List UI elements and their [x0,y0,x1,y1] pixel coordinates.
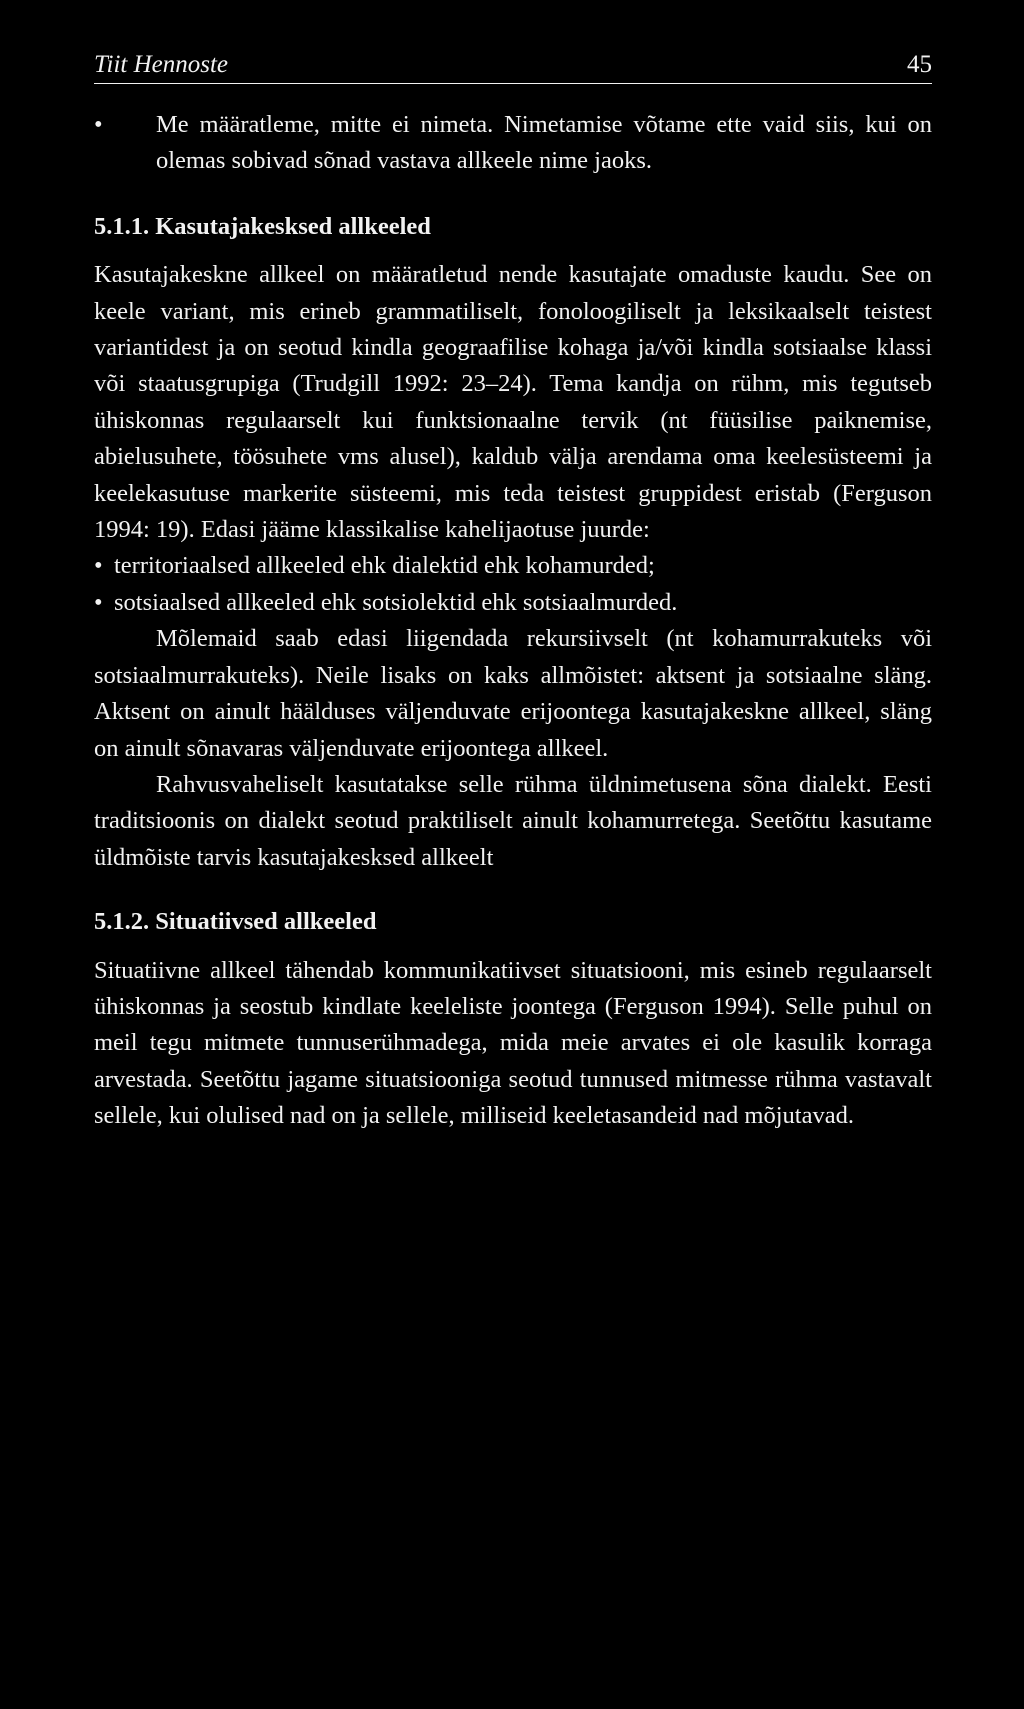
running-head [94,48,932,84]
intro-bullet-text: Me määratleme, mitte ei nimeta. Nimetamise võtame ette vaid siis, kui on olemas sobivad sõnad vastava allkeele nime jaoks. [156,111,932,175]
section-1-paragraph-2: Mõlemaid saab edasi liigendada rekursiivselt (nt kohamurrakuteks või sotsiaalmurrakuteks). Neile lisaks on kaks allmõistet: aktsent ja sotsiaalne släng. Aktsent on ainult häälduses väljenduvate erijoontega kasutajakeskne allkeel, släng on ainult sõnavaras väljenduvate erijoontega allkeel. [94,625,932,762]
section-1-bullet-2 [94,585,932,621]
page-body [94,107,932,1135]
bullet-marker: • [94,552,103,580]
section-2-paragraph-1: Situatiivne allkeel tähendab kommunikatiivset situatsiooni, mis esineb regulaarselt ühiskonnas ja seostub kindlate keeleliste joontega (Ferguson 1994). Selle puhul on meil tegu mitmete tunnuserühmadega, mida meie arvates ei ole kasulik korraga arvestada. Seetõttu jagame situatsiooniga seotud tunnused mitmesse rühma vastavalt sellele, kui olulised nad on ja sellele, milliseid keeletasandeid nad mõjutavad. [94,956,932,1130]
section-heading-5-1-1: 5.1.1. Kasutajakesksed allkeeled [94,212,431,240]
bullet-marker: • [94,588,103,616]
bullet-marker: • [94,111,103,138]
section-1-bullet-1-text: territoriaalsed allkeeled ehk dialektid ehk kohamurded; [114,552,655,580]
section-1-paragraph-3: Rahvusvaheliselt kasutatakse selle rühma üldnimetusena sõna dialekt. Eesti traditsioonis on dialekt seotud praktiliselt ainult kohamurretega. Seetõttu kasutame üldmõiste tarvis kasutajakesksed allkeelt [94,770,932,871]
section-1-bullet-2-text: sotsiaalsed allkeeled ehk sotsiolektid ehk sotsiaalmurded. [114,588,678,616]
section-1-paragraph-1: Kasutajakeskne allkeel on määratletud nende kasutajate omaduste kaudu. See on keele variant, mis erineb grammatiliselt, fonoloogiliselt ja leksikaalselt teistest variantidest ja on seotud kindla geograafilise kohaga ja/või kindla sotsiaalse klassi või staatusgrupiga (Trudgill 1992: 23–24). Tema kandja on rühm, mis tegutseb ühiskonnas regulaarselt kui funktsionaalne tervik (nt füüsilise paiknemise, abielusuhete, töösuhete vms alusel), kaldub välja arendama oma keelesüsteemi ja keelekasutuse markerite süsteemi, mis teda teistest gruppidest eristab (Ferguson 1994: 19). Edasi jääme klassikalise kahelijaotuse juurde: [94,261,932,544]
section-1-bullet-1 [94,548,932,584]
intro-bullet-item [94,107,932,180]
running-head-author: Tiit Hennoste [94,51,229,78]
page-number: 45 [907,51,932,78]
section-heading-5-1-2: 5.1.2. Situatiivsed allkeeled [94,908,377,936]
